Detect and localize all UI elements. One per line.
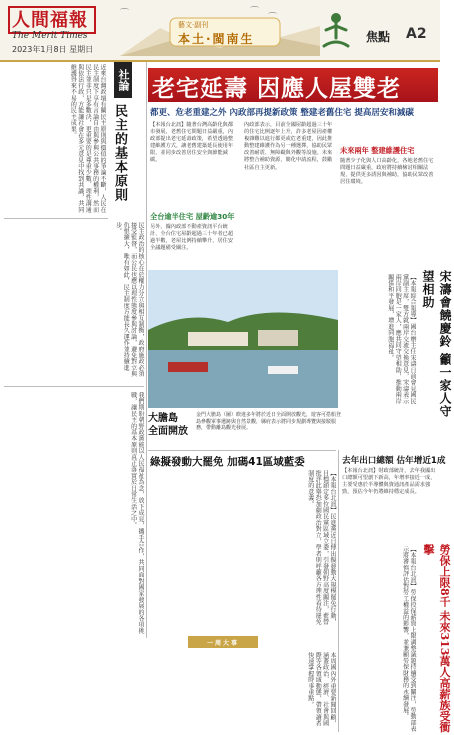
story-c-body: 【本報台北訊】勞保投保薪資上限調整議題持續受到關注，勞動部表示將審慎評估對勞工權益的影響，並兼顧勞保財務的永續發展。 — [401, 546, 416, 732]
section-title: 本土·閩南生 — [178, 32, 255, 46]
story-a-body: 【本報台北訊】民進黨近日傳出擬發動大規模罷免行動，目標鎖定多位國民黨區域立委，引發朝野高度關注，藍營批評此舉恐加劇政治對立，學者則呼籲各方理性看待罷免制度的意義。 — [306, 470, 336, 625]
editorial-body: 近來台灣政壇有關民主原則與價值的爭論不斷，人民在民主制度下享有言論自由與參與公共事務的權利，然而民主並非只是多數決，更重要的是尊重少數、理性溝通與依法行政，方能讓社會在多元意見中找到共識，共同維護得來不易的民主成果。 — [69, 64, 106, 213]
newspaper-logo: 人間福報 — [12, 10, 88, 31]
subsection-body: 另外，據內政部不動產資訊平台統計，全台住宅屋齡超過三十年者已超過半數，老屋比例持續攀升，居住安全議題備受關注。 — [150, 224, 234, 252]
newspaper-english-name: The Merit Times — [12, 31, 88, 41]
subsection-body: 隨著少子化與人口高齡化，各地老舊住宅問題日益嚴重，政府將持續檢討相關法規，提供更多誘因與補助，協助民眾改善居住環境。 — [340, 158, 434, 186]
bird-icon: ⌒ — [250, 7, 260, 17]
side-story-title: 宋濤會饒慶鈴 籲一家人守望相助 — [421, 270, 452, 419]
story-a-headline: 綠擬發動大罷免 加碼41區域藍委 — [150, 456, 305, 468]
main-subheadline: 都更、危老重建之外 內政部再提新政策 整建老舊住宅 提高居安和減碳 — [150, 108, 414, 118]
editorial-body: 我們期盼朝野政黨能以人民福祉為念，放下成見，攜手合作，共同面對國家發展的各項挑戰，讓民主的基本原則真正落實於日常生活之中。 — [129, 392, 144, 634]
page-section-label: 焦點 — [366, 30, 391, 44]
editorial-tag: 社論 — [114, 62, 132, 98]
main-story-lead: 【本報台北訊】隨著台灣高齡化與都市發展，老舊住宅問題日益嚴重，內政部提出老宅延壽政策，希望透過整建維護方式，讓老舊建築延長使用年限，並同步改善居住安全與節能減碳。 — [150, 122, 234, 164]
weekly-tag: 一周大事 — [188, 636, 258, 648]
subsection-heading: 未來兩年 整建維護住宅 — [340, 146, 415, 155]
editorial-body: 民主政治的核心在於權力分立與相互制衡，政府施政必須接受監督，而公民也應以理性態度參與討論，避免對立與仇恨擴大，唯有如此，民主制度方能長久運作並持續進步。 — [114, 222, 144, 377]
photo-title-line: 全面開放 — [148, 426, 188, 437]
column-divider — [4, 386, 144, 387]
photo-title-line: 大膽島 — [148, 413, 178, 424]
column-divider — [338, 450, 339, 732]
main-story-body: 內政部表示，目前全國屋齡超過三十年的住宅比例逐年上升，許多老屋因產權複雜難以進行都更或危老重建，因此推動整建維護作為另一種選擇，協助民眾改善耐震、無障礙與外觀等設施。未來將整合補助資源，簡化申請流程，鼓勵社區自主更新。 — [244, 122, 333, 171]
story-b-headline: 去年出口總額 估年增近1成 — [342, 456, 446, 466]
subsection-heading: 全台逾半住宅 屋齡逾30年 — [150, 212, 235, 221]
story-c-title: 勞保上限8千 未來313萬人高薪族受衝擊 — [422, 544, 451, 733]
column-divider — [148, 450, 336, 451]
main-headline: 老宅延壽 因應人屋雙老 — [152, 76, 402, 102]
meditation-figure-icon — [318, 8, 354, 56]
editorial-title: 民主的基本原則 — [112, 104, 127, 202]
photo-caption: 金門大膽島（圖）睽違多年將於近日全面開放觀光，遊客可搭船登島參觀軍事遺跡與自然景觀，縣府表示將同步規劃導覽與接駁服務，帶動離島觀光發展。 — [196, 412, 342, 432]
column-divider — [146, 62, 147, 638]
column-divider — [4, 218, 108, 219]
section-subtitle: 藝文·副刊 — [178, 21, 209, 29]
issue-date: 2023年1月8日 星期日 — [12, 45, 94, 54]
weekly-body: 本周國內外重要新聞回顧，涵蓋政治、經濟、社會與國際等各領域動態，帶領讀者快速掌握時事重點。 — [306, 652, 336, 727]
page-number: A2 — [406, 26, 427, 42]
side-story-body: 【本報綜合報導】國台辦主任宋濤日前會見國民黨副主席，雙方就兩岸交流交換意見，宋濤表示兩岸同胞是一家人，應共同守望相助，推動兩岸關係和平發展，增進同胞福祉。 — [386, 274, 416, 405]
island-photo — [148, 270, 338, 408]
bird-icon: ⌒ — [120, 9, 130, 19]
photo-title — [148, 412, 188, 438]
story-b-body: 【本報台北訊】財政部統計，去年我國出口總額可望創下新高，年增率接近一成，主要受惠於半導體與資通訊產品需求強勁，預估今年仍將維持穩定成長。 — [342, 468, 436, 496]
